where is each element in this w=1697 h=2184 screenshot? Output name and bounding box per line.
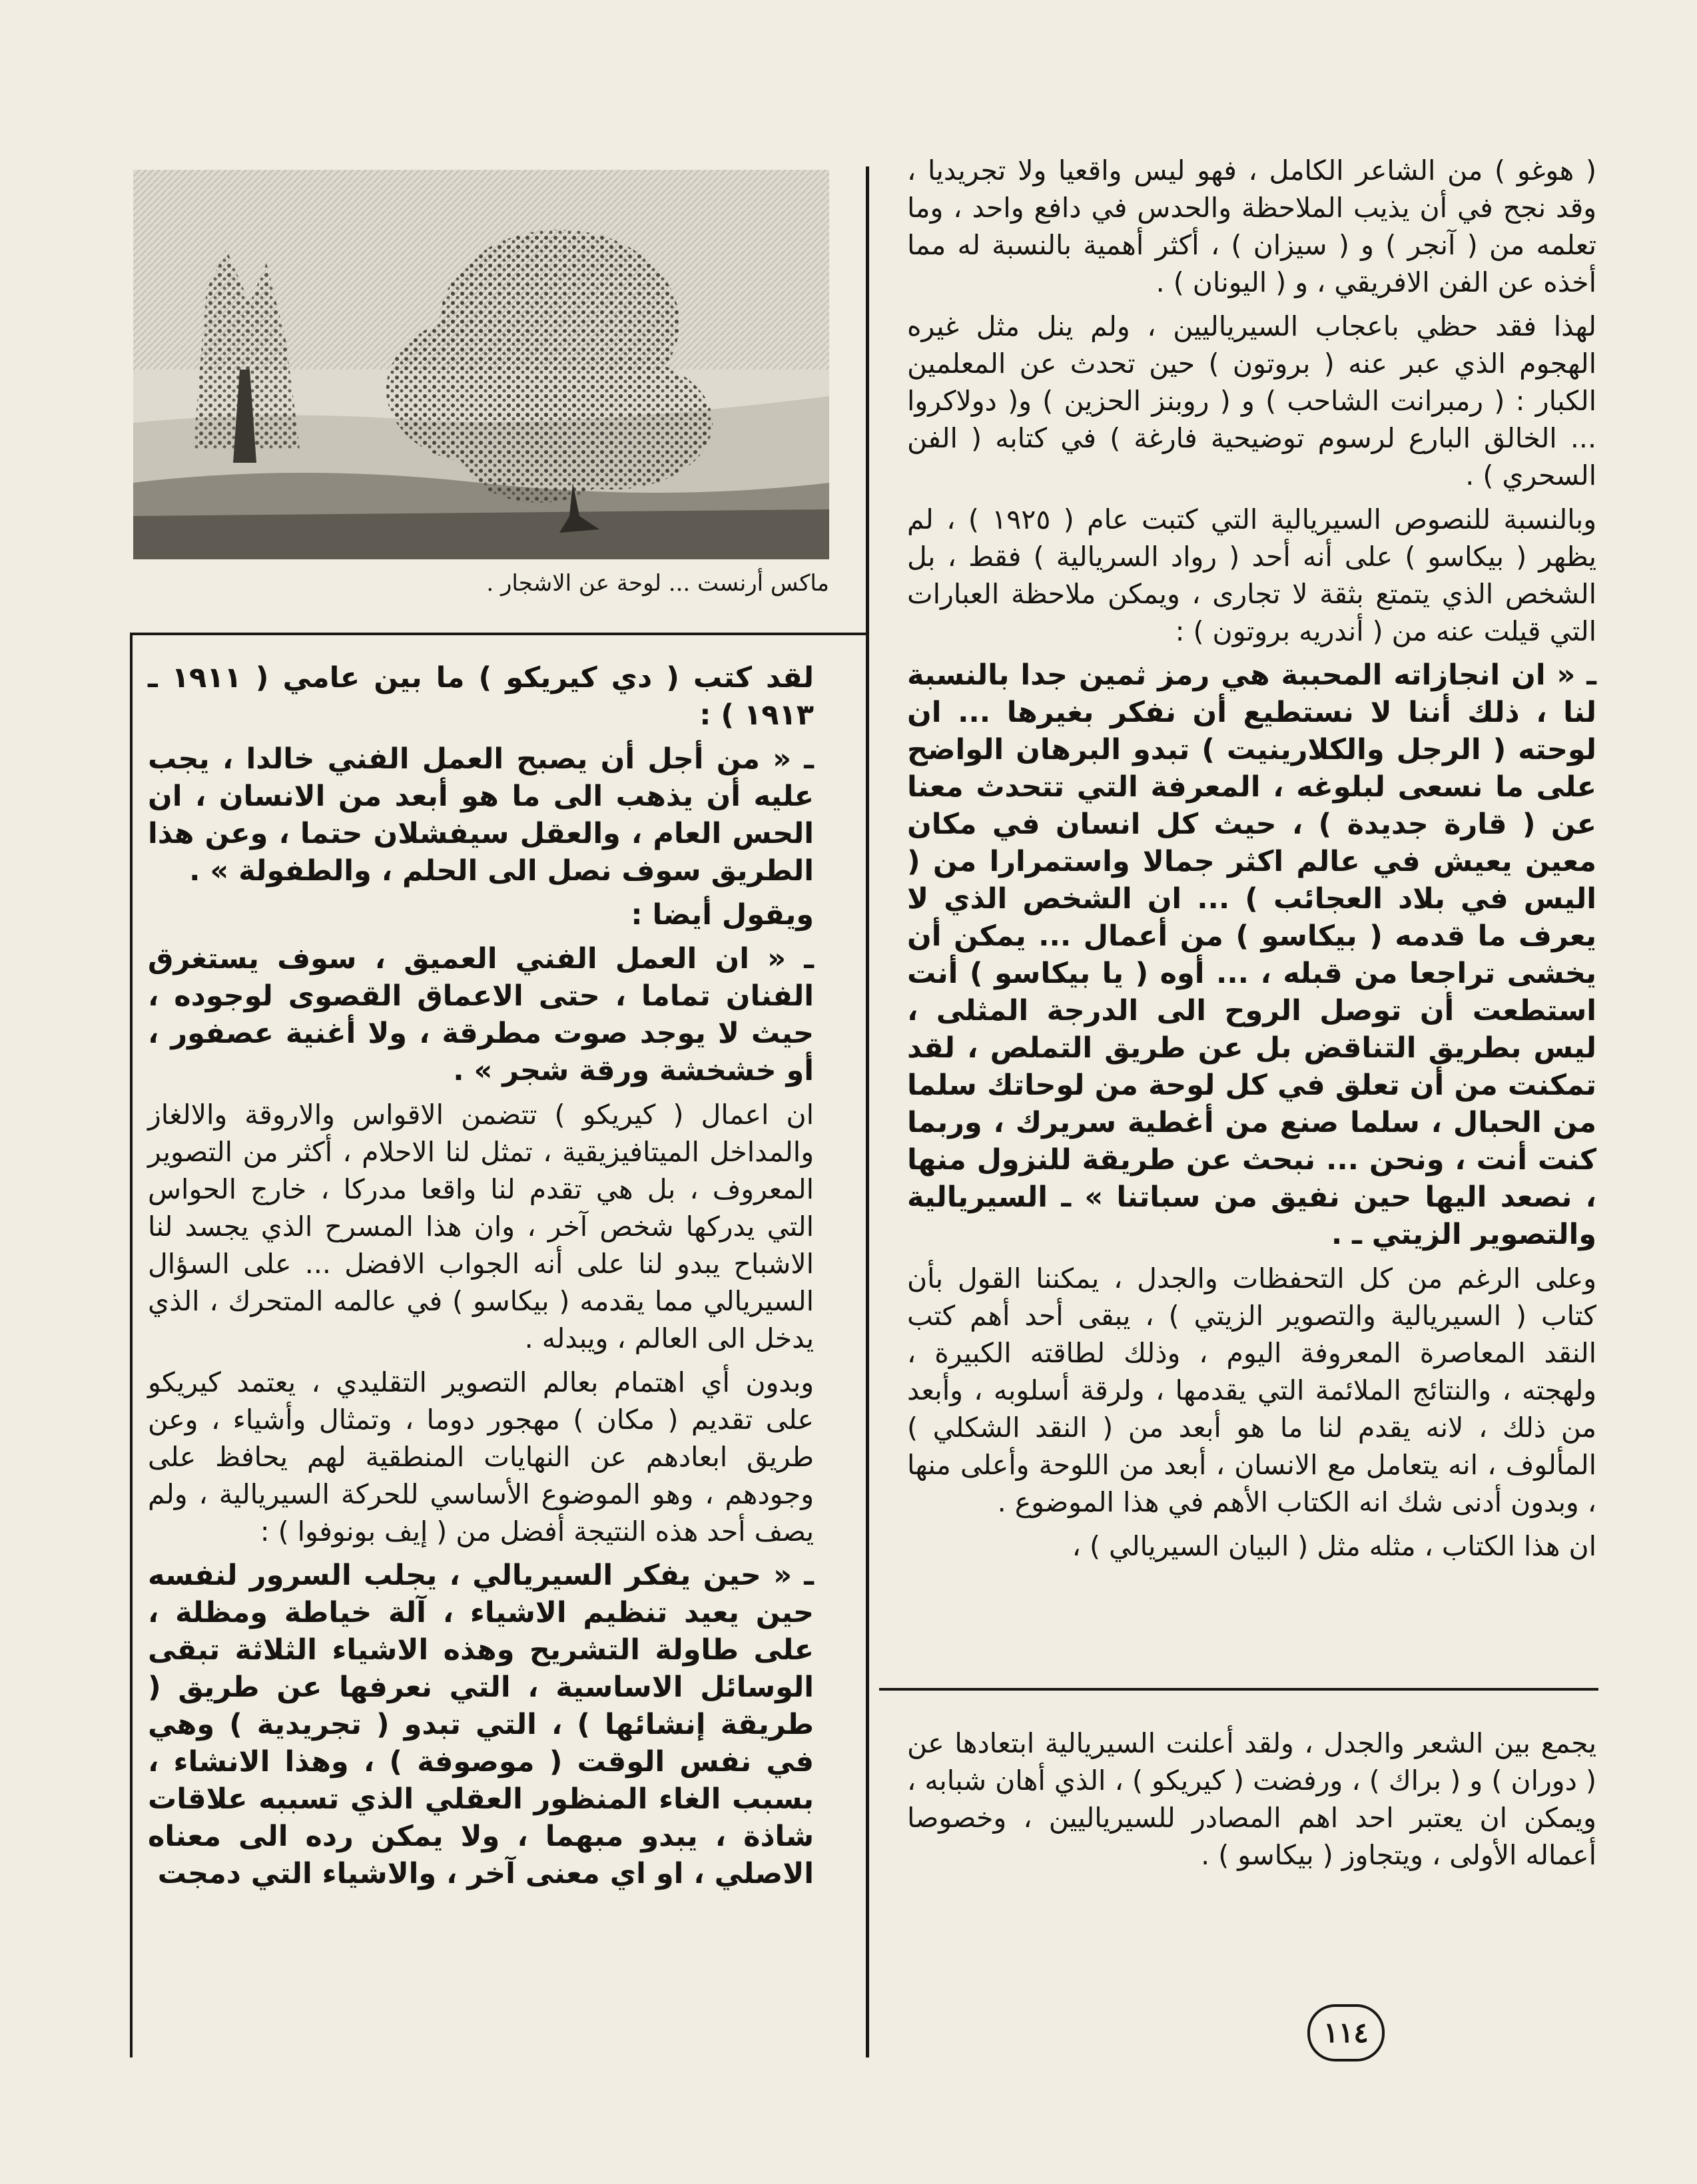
quote-chirico-2: ـ « ان العمل الفني العميق ، سوف يستغرق الفنان تماما ، حتى الاعماق القصوى لوجوده ، حيث لا يوجد صوت مطرقة ، ولا أغنية عصفور ، أو خشخشة ورقة شجر » . [148, 942, 814, 1087]
paragraph: ( هوغو ) من الشاعر الكامل ، فهو ليس واقعيا ولا تجريديا ، وقد نجح في أن يذيب الملاحظة والحدس في دافع واحد ، وما تعلمه من ( آنجر ) و ( سيزان ) ، أكثر أهمية بالنسبة له مما أخذه عن الفن الافريقي ، و ( اليونان ) . [907, 154, 1596, 298]
right-column [907, 152, 1596, 1571]
paragraph: ان اعمال ( كيريكو ) تتضمن الاقواس والاروقة والالغاز والمداخل الميتافيزيقية ، تمثل لنا الاحلام ، أكثر من التصوير المعروف ، بل هي تقدم لنا واقعا مدركا ، خارج الحواس التي يدركها شخص آخر ، وان هذا المسرح الذي يجسد لنا الاشباح يبدو لنا على أنه الجواب الافضل ... على السؤال السيريالي مما يقدمه ( بيكاسو ) في عالمه المتحرك ، الذي يدخل الى العالم ، ويبدله . [148, 1099, 814, 1354]
quote-breton: ـ « ان انجازاته المحببة هي رمز ثمين جدا بالنسبة لنا ، ذلك أننا لا نستطيع أن نفكر بغيرها ... ان لوحته ( الرجل والكلارينيت ) تبدو البرهان الواضح على ما نسعى لبلوغه ، المعرفة التي تتحدث معنا عن ( قارة جديدة ) ، حيث كل انسان في مكان معين يعيش في عالم اكثر جمالا واستمرارا من ( اليس في بلاد العجائب ) ... ان الشخص الذي لا يعرف ما قدمه ( بيكاسو ) من أعمال ... يمكن أن يخشى تراجعا من قبله ، ... أوه ( يا بيكاسو ) أنت استطعت أن توصل الروح الى الدرجة المثلى ، ليس بطريق التناقض بل عن طريق التملص ، لقد تمكنت من أن تعلق في كل لوحة من لوحاتك سلما من الحبال ، سلما صنع من أغطية سريرك ، وربما كنت أنت ، ونحن ... نبحث عن طريقة للنزول منها ، نصعد اليها حين نفيق من سباتنا » ـ السيريالية والتصوير الزيتي ـ . [907, 659, 1596, 1251]
left-box-left [130, 633, 133, 2057]
paragraph: وبدون أي اهتمام بعالم التصوير التقليدي ، يعتمد كيريكو على تقديم ( مكان ) مهجور دوما ، وتمثال وأشياء ، وعن طريق ابعادهم عن النهايات المنطقية لهم يحافظ على وجودهم ، وهو الموضوع الأساسي للحركة السيريالية ، ولم يصف أحد هذه النتيجة أفضل من ( إيف بونوفوا ) : [148, 1366, 814, 1547]
paragraph: ان هذا الكتاب ، مثله مثل ( البيان السيريالي ) ، [1072, 1530, 1596, 1562]
right-bottom-divider [879, 1688, 1598, 1691]
quote-bonnefoy: ـ « حين يفكر السيريالي ، يجلب السرور لنفسه حين يعيد تنظيم الاشياء ، آلة خياطة ومظلة ، على طاولة التشريح وهذه الاشياء الثلاثة تبقى الوسائل الاساسية ، التي نعرفها عن طريق ( طريقة إنشائها ) ، التي تبدو ( تجريدية ) وهي في نفس الوقت ( موصوفة ) ، وهذا الانشاء ، بسبب الغاء المنظور العقلي الذي تسببه علاقات شاذة ، يبدو مبهما ، ولا يمكن رده الى معناه الاصلي ، او اي معنى آخر ، والاشياء التي دمجت [148, 1559, 814, 1890]
trees-drawing [133, 170, 829, 559]
paragraph: ويقول أيضا : [631, 898, 814, 932]
right-column-continuation [907, 1725, 1596, 1880]
quote-chirico-1: ـ « من أجل أن يصبح العمل الفني خالدا ، يجب عليه أن يذهب الى ما هو أبعد من الانسان ، ان الحس العام ، والعقل سيفشلان حتما ، وعن هذا الطريق سوف نصل الى الحلم ، والطفولة » . [148, 742, 814, 888]
figure-caption: ماكس أرنست ... لوحة عن الاشجار . [486, 570, 829, 597]
paragraph: وبالنسبة للنصوص السيريالية التي كتبت عام ( ١٩٢٥ ) ، لم يظهر ( بيكاسو ) على أنه أحد ( رواد السريالية ) فقط ، بل الشخص الذي يتمتع بثقة لا تجارى ، ويمكن ملاحظة العبارات التي قيلت عنه من ( أندريه بروتون ) : [907, 503, 1596, 647]
paragraph: يجمع بين الشعر والجدل ، ولقد أعلنت السيريالية ابتعادها عن ( دوران ) و ( براك ) ، ورفضت ( كيريكو ) ، الذي أهان شبابه ، ويمكن ان يعتبر احد اهم المصادر للسيرياليين ، وخصوصا أعماله الأولى ، ويتجاوز ( بيكاسو ) . [907, 1727, 1596, 1871]
paragraph: وعلى الرغم من كل التحفظات والجدل ، يمكننا القول بأن كتاب ( السيريالية والتصوير الزيتي ) ، يبقى أحد أهم كتب النقد المعاصرة المعروفة اليوم ، وذلك لطاقته الكبيرة ، ولهجته ، والنتائج الملائمة التي يقدمها ، ولرقة أسلوبه ، وأبعد من ذلك ، لانه يقدم لنا ما هو أبعد من ( النقد الشكلي ) المألوف ، انه يتعامل مع الانسان ، أبعد من اللوحة وأعلى منها ، وبدون أدنى شك انه الكتاب الأهم في هذا الموضوع . [907, 1262, 1596, 1518]
page-number: ١١٤ [1307, 2004, 1385, 2061]
artwork-figure [133, 170, 829, 559]
paragraph: لقد كتب ( دي كيريكو ) ما بين عامي ( ١٩١١ ـ ١٩١٣ ) : [148, 661, 814, 732]
paragraph: لهذا فقد حظي باعجاب السيرياليين ، ولم ينل مثل غيره الهجوم الذي عبر عنه ( بروتون ) حين تحدث عن المعلمين الكبار : ( رمبرانت الشاحب ) و ( روبنز الحزين ) و( دولاكروا ... الخالق البارع لرسوم توضيحية فارغة ) في كتابه ( الفن السحري ) . [907, 310, 1596, 491]
left-column [148, 659, 814, 1899]
left-box-top [130, 633, 866, 635]
column-divider [866, 166, 869, 2057]
